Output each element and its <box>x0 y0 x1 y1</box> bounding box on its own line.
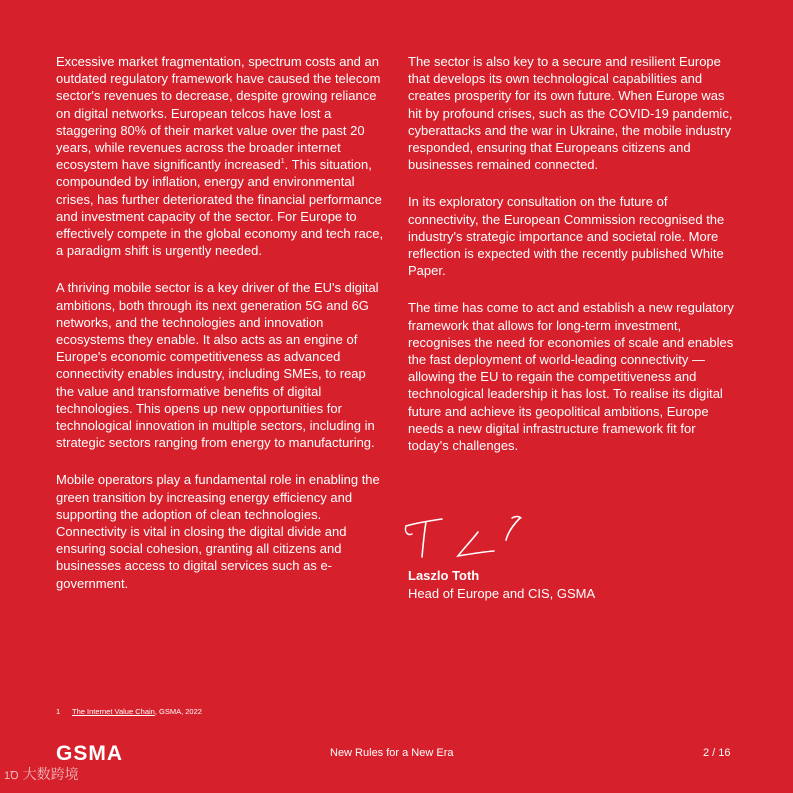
body-paragraph: A thriving mobile sector is a key driver of the EU's digital ambitions, both through its next generation 5G and 6G networks, and the technologies and innovation ecosystems they enable. It also acts as an engine of Europe's economic competitiveness as advanced connectivity enables industry, including SMEs, to reap the value and transformative benefits of digital technologies. This opens up new opportunities for technological innovation in multiple sectors, including in strategic sectors ranging from energy to manufacturing. <box>56 280 379 451</box>
body-paragraph: Mobile operators play a fundamental role in enabling the green transition by increasing energy efficiency and supporting the adoption of clean technologies. Connectivity is vital in closing the digital divide and ensuring social cohesion, granting all citizens and businesses access to digital services such as e-government. <box>56 472 380 591</box>
body-paragraph: The sector is also key to a secure and resilient Europe that develops its own technological capabilities and creates prosperity for its own future. When Europe was hit by profound crises, such as the COVID-19 pandemic, cyberattacks and the war in Ukraine, the mobile industry responded, ensuring that Europeans citizens and businesses remained connected. <box>408 54 733 173</box>
handwritten-signature <box>402 514 532 564</box>
left-column <box>56 53 386 612</box>
footnote-source: , GSMA, 2022 <box>154 707 202 716</box>
watermark-logo-icon: 1Ꝺ <box>4 770 19 782</box>
document-title: New Rules for a New Era <box>330 747 454 759</box>
footnote-ref[interactable]: 1 <box>280 158 285 166</box>
body-paragraph: In its exploratory consultation on the future of connectivity, the European Commission recognised the industry's strategic importance and societal role. More reflection is expected with the recently published White Paper. <box>408 194 725 279</box>
page-number: 2 / 16 <box>703 747 731 759</box>
right-column <box>408 53 738 474</box>
signatory-name: Laszlo Toth <box>408 568 480 583</box>
gsma-logo <box>56 742 152 764</box>
svg-text:GSMA: GSMA <box>56 742 123 764</box>
signatory-title: Head of Europe and CIS, GSMA <box>408 586 596 601</box>
body-paragraph: Excessive market fragmentation, spectrum costs and an outdated regulatory framework have caused the telecom sector's revenues to decrease, despite growing reliance on digital networks. European telcos have lost a staggering 80% of their market value over the past 20 years, while revenues across the broader internet ecosystem have significantly increased$^1$. This situation, compounded by inflation, energy and environmental crises, has further deteriorated the financial performance and investment capacity of the sector. For Europe to effectively compete in the global economy and tech race, a paradigm shift is urgently needed. <box>56 54 384 259</box>
footnote-number: 1 <box>56 707 61 716</box>
watermark <box>4 764 79 784</box>
footnote <box>56 707 202 716</box>
watermark-text: 大数跨境 <box>22 766 79 782</box>
footnote-link[interactable]: The Internet Value Chain <box>72 707 155 716</box>
body-paragraph: The time has come to act and establish a new regulatory framework that allows for long-term investment, recognises the need for economies of scale and enables the fast deployment of world-leading connectivity — allowing the EU to regain the competitiveness and technological leadership it has lost. To realise its digital future and achieve its geopolitical ambitions, Europe needs a new digital infrastructure framework fit for today's challenges. <box>408 300 734 454</box>
